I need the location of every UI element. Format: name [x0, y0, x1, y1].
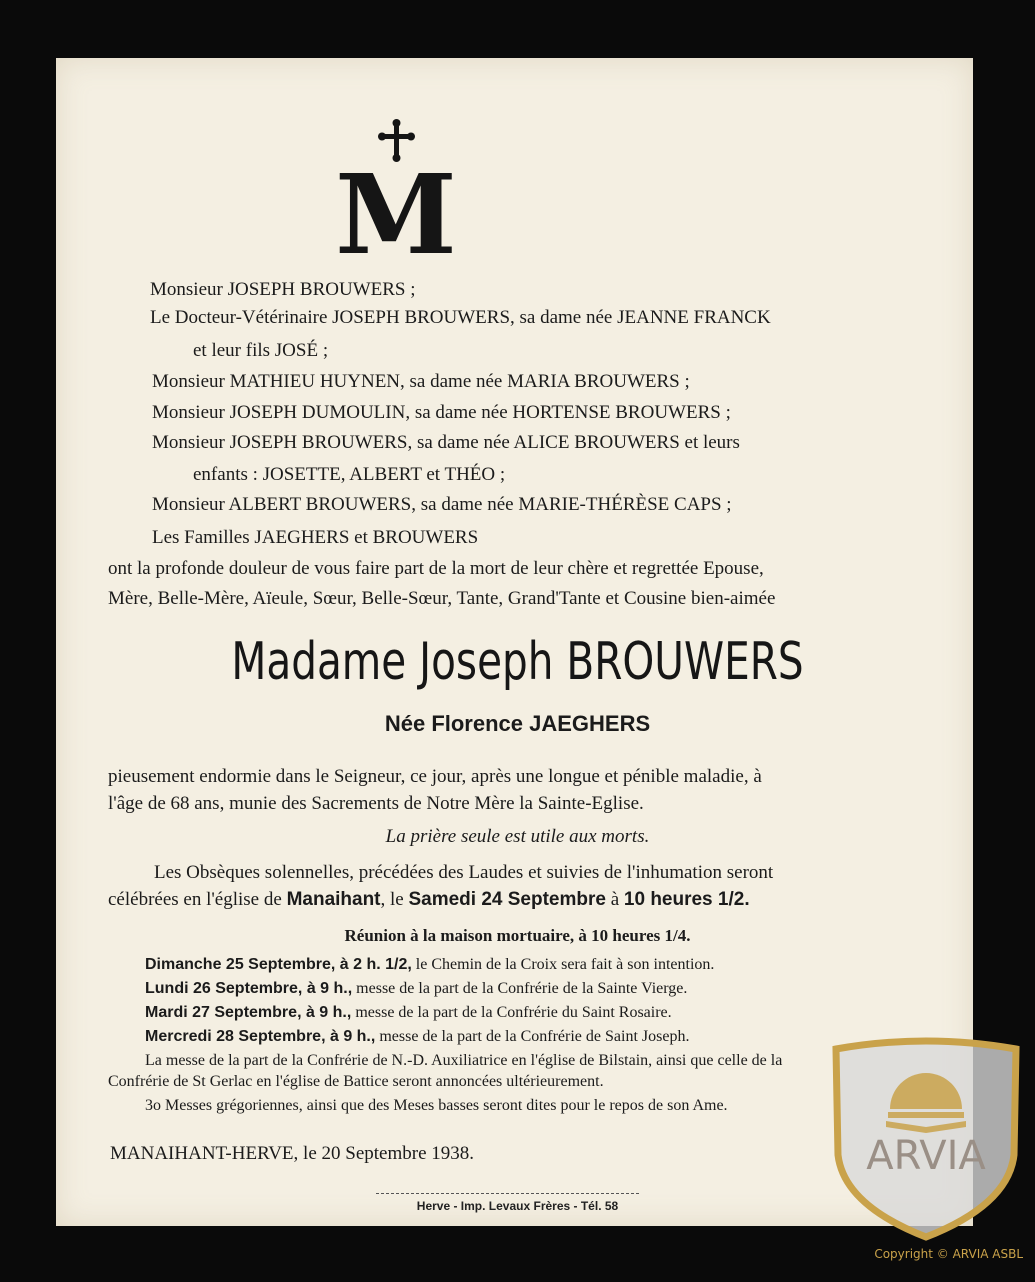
family-line-9: Les Familles JAEGHERS et BROUWERS	[152, 527, 479, 548]
mass-day: Dimanche 25 Septembre	[145, 956, 331, 973]
mass-day: Mercredi 28 Septembre	[145, 1028, 322, 1045]
mass-row-2	[145, 980, 687, 998]
family-line-4: Monsieur MATHIEU HUYNEN, sa dame née MARIA BROUWERS ;	[152, 371, 690, 392]
funeral-date: Samedi 24 Septembre	[408, 889, 606, 910]
family-line-3: et leur fils JOSÉ ;	[193, 340, 329, 361]
reunion-line: Réunion à la maison mortuaire, à 10 heures 1/4.	[344, 926, 691, 945]
family-line-5: Monsieur JOSEPH DUMOULIN, sa dame née HORTENSE BROUWERS ;	[152, 402, 731, 423]
announce-line-2: Mère, Belle-Mère, Aïeule, Sœur, Belle-Sœur, Tante, Grand'Tante et Cousine bien-aimée	[108, 588, 776, 609]
deceased-name: Madame Joseph BROUWERS	[231, 632, 804, 692]
funeral-place: Manaihant	[286, 889, 381, 910]
family-line-1: Monsieur JOSEPH BROUWERS ;	[150, 279, 416, 300]
mass-day: Mardi 27 Septembre	[145, 1004, 298, 1021]
funeral-line-2	[108, 889, 750, 911]
funeral-line-1: Les Obsèques solennelles, précédées des Laudes et suivies de l'inhumation seront	[154, 862, 774, 883]
gregorian-line: 3o Messes grégoriennes, ainsi que des Meses basses seront dites pour le repos de son Ame.	[145, 1097, 728, 1114]
watermark-label: ARVIA	[866, 1133, 986, 1179]
family-line-2: Le Docteur-Vétérinaire JOSEPH BROUWERS, sa dame née JEANNE FRANCK	[150, 307, 771, 328]
mass-row-1	[145, 956, 714, 974]
funeral-time: 10 heures 1/2.	[623, 889, 750, 910]
mass-row-4	[145, 1028, 689, 1046]
funeral-mid: , le	[380, 889, 409, 910]
mass-time: , à 2 h. 1/2,	[330, 956, 412, 973]
deceased-birth-name: Née Florence JAEGHERS	[384, 711, 651, 736]
monogram-letter: M	[335, 150, 457, 279]
prayer-line: La prière seule est utile aux morts.	[385, 826, 650, 847]
mass-desc: messe de la part de la Confrérie de Saint Joseph.	[375, 1028, 690, 1045]
mass-time: , à 9 h.,	[321, 1028, 376, 1045]
cross-monogram-emblem	[335, 120, 457, 279]
printer-rule	[376, 1193, 639, 1194]
family-line-8: Monsieur ALBERT BROUWERS, sa dame née MARIE-THÉRÈSE CAPS ;	[152, 494, 732, 515]
funeral-prefix: célébrées en l'église de	[108, 889, 287, 910]
family-line-6: Monsieur JOSEPH BROUWERS, sa dame née ALICE BROUWERS et leurs	[152, 432, 740, 453]
other-masses-line-2: Confrérie de St Gerlac en l'église de Battice seront annoncées ultérieurement.	[108, 1073, 604, 1090]
funeral-mid2: à	[605, 889, 624, 910]
mass-time: , à 9 h.,	[297, 980, 353, 997]
mass-desc: messe de la part de la Confrérie du Saint Rosaire.	[351, 1004, 672, 1021]
mass-time: , à 9 h.,	[297, 1004, 352, 1021]
copyright-notice: Copyright © ARVIA ASBL	[874, 1247, 1023, 1261]
mass-desc: messe de la part de la Confrérie de la Sainte Vierge.	[352, 980, 688, 997]
arvia-watermark-shield	[828, 1035, 1024, 1240]
mass-desc: le Chemin de la Croix sera fait à son intention.	[411, 956, 715, 973]
death-line-1: pieusement endormie dans le Seigneur, ce jour, après une longue et pénible maladie, à	[108, 766, 762, 787]
announce-line-1: ont la profonde douleur de vous faire part de la mort de leur chère et regrettée Epouse,	[108, 558, 764, 579]
death-line-2: l'âge de 68 ans, munie des Sacrements de Notre Mère la Sainte-Eglise.	[108, 793, 644, 814]
printer-credit: Herve - Imp. Levaux Frères - Tél. 58	[416, 1199, 619, 1213]
mass-row-3	[145, 1004, 672, 1022]
place-date: MANAIHANT-HERVE, le 20 Septembre 1938.	[110, 1143, 475, 1164]
mass-day: Lundi 26 Septembre	[145, 980, 298, 997]
other-masses-line-1: La messe de la part de la Confrérie de N.-D. Auxiliatrice en l'église de Bilstain, ainsi que celle de la	[145, 1052, 783, 1069]
family-line-7: enfants : JOSETTE, ALBERT et THÉO ;	[193, 464, 506, 485]
